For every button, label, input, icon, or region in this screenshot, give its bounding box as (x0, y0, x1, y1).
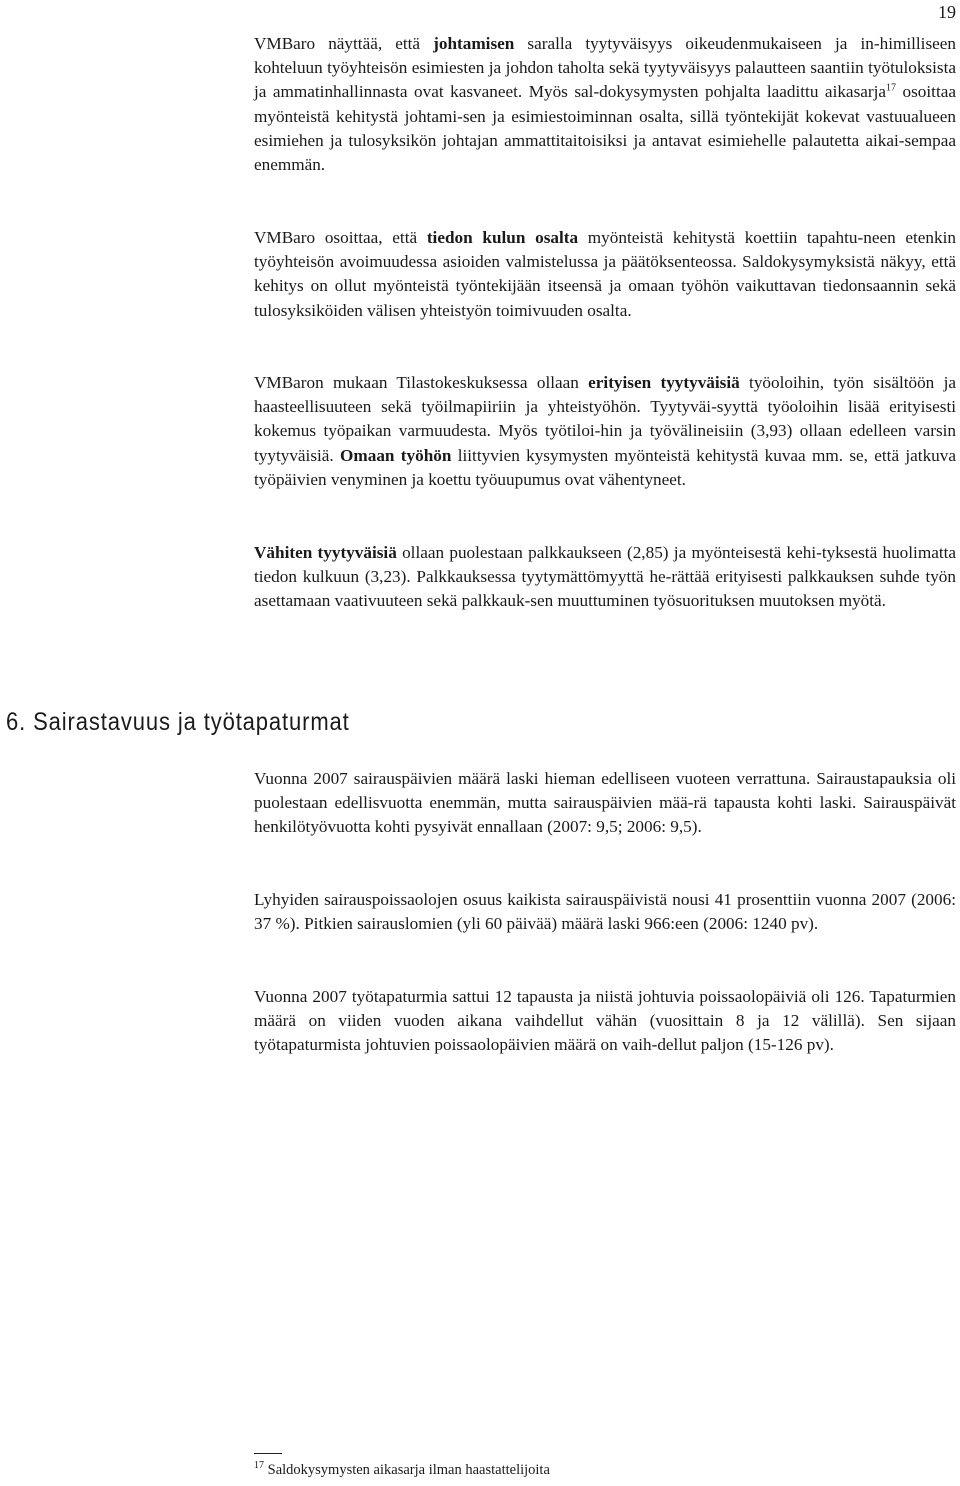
bold-text: Vähiten tyytyväisiä (254, 543, 397, 562)
paragraph-sairauspoissaolot (254, 888, 956, 936)
paragraph-vahiten-tyytyvaisia (254, 541, 956, 614)
bold-text: johtamisen (433, 34, 515, 53)
text-run: työoloihin, työn sisältöön ja haasteellisuuteen sekä työilmapiiriin ja yhteistyöhön. Tyytyväi-syyttä työoloihin lisää erityisesti kokemus työpaikan varmuudesta. Myös työtiloi-hin ja työvälineisiin (3,93) ollaan edelleen varsin tyytyväisiä. (254, 373, 956, 465)
paragraph-tiedon-kulku (254, 226, 956, 323)
text-run: Lyhyiden sairauspoissaolojen osuus kaikista sairauspäivistä nousi 41 prosenttiin vuonna 2007 (2006: 37 %). Pitkien sairauslomien (yli 60 päivää) määrä laski 966:een (2006: 1240 pv). (254, 890, 956, 934)
text-run: saralla tyytyväisyys oikeudenmukaiseen ja in-himilliseen kohteluun työyhteisön esimiesten ja johdon taholta sekä tyytyväisyys palautteen saantiin työtuloksista ja ammatinhallinnasta ovat kasvaneet. Myös sal-dokysymysten pohjalta laadittu aikasarja (254, 34, 956, 102)
page-number: 19 (938, 2, 956, 22)
paragraph-tyytyvaisyys (254, 371, 956, 492)
text-run: VMBaron mukaan Tilastokeskuksessa ollaan (254, 373, 589, 392)
bold-text: tiedon kulun osalta (426, 228, 579, 247)
footnote-divider (254, 1453, 282, 1454)
text-run: VMBaro osoittaa, että (254, 228, 427, 247)
paragraph-johtaminen (254, 32, 956, 177)
footnote (254, 1462, 550, 1479)
footnote-number: 17 (254, 1460, 264, 1472)
paragraph-sairauspaivat (254, 767, 956, 840)
text-run: ollaan puolestaan palkkaukseen (2,85) ja myönteisestä kehi-tyksestä huolimatta tiedon kulkuun (3,23). Palkkauksessa tyytymättömyyttä he-rättää erityisesti palkkauksen suhde työn asettamaan vaativuuteen sekä palkkauk-sen muuttuminen työsuorituksen muutoksen myötä. (254, 543, 957, 611)
footnote-ref: 17 (886, 82, 897, 94)
section-heading: 6. Sairastavuus ja työtapaturmat (6, 708, 350, 736)
text-run: liittyvien kysymysten myönteistä kehitystä kuvaa mm. se, että jatkuva työpäivien venyminen ja koettu työuupumus ovat vähentyneet. (254, 445, 956, 489)
text-run: VMBaro näyttää, että (254, 34, 434, 53)
footnote-text: Saldokysymysten aikasarja ilman haastattelijoita (264, 1462, 550, 1478)
bold-text: erityisen tyytyväisiä (588, 373, 740, 392)
text-run: Vuonna 2007 sairauspäivien määrä laski hieman edelliseen vuoteen verrattuna. Sairaustapauksia oli puolestaan edellisvuotta enemmän, mutta sairauspäivien mää-rä tapausta kohti laski. Sairauspäivät henkilötyövuotta kohti pysyivät ennallaan (2007: 9,5; 2006: 9,5). (254, 769, 956, 837)
text-run: Vuonna 2007 työtapaturmia sattui 12 tapausta ja niistä johtuvia poissaolopäiviä oli 126. Tapaturmien määrä on viiden vuoden aikana vaihdellut vähän (vuosittain 8 ja 12 välillä). Sen sijaan työtapaturmista johtuvien poissaolopäivien määrä on vaih-dellut paljon (15-126 pv). (254, 987, 956, 1055)
text-run: osoittaa myönteistä kehitystä johtami-sen ja esimiestoiminnan osalta, sillä työntekijät kokevat vastuualueen esimiehen ja tulosyksikön johtajan ammattitaitoisiksi ja antavat esimiehelle palautetta aikai-sempaa enemmän. (254, 82, 956, 175)
paragraph-tyotapaturmat (254, 985, 956, 1058)
bold-text: Omaan työhön (340, 445, 452, 465)
text-run: myönteistä kehitystä koettiin tapahtu-neen etenkin työyhteisön avoimuudessa asioiden valmistelussa ja päätöksenteossa. Saldokysymyksistä näkyy, että kehitys on ollut myönteistä työntekijään itseensä ja omaan työhön vaikuttavan tiedonsaannin sekä tulosyksiköiden välisen yhteistyön toimivuuden osalta. (254, 228, 956, 320)
